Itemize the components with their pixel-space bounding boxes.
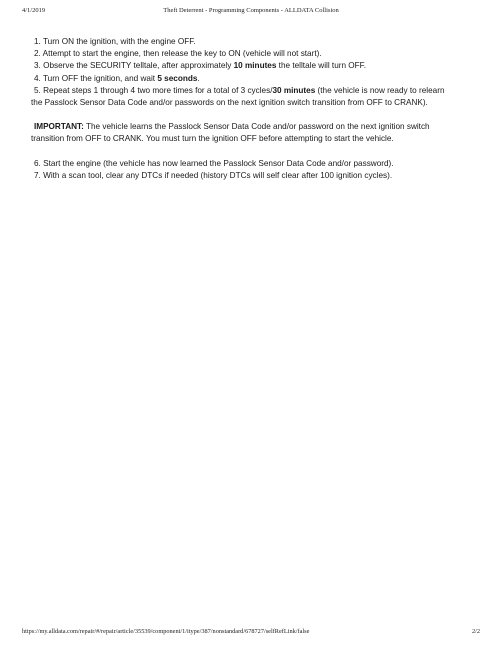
important-note	[31, 121, 471, 133]
spacer	[31, 146, 471, 158]
step-3-emphasis: 10 minutes	[233, 61, 277, 71]
important-label: IMPORTANT:	[34, 122, 84, 132]
print-footer	[22, 628, 480, 640]
print-title: Theft Deterrent - Programming Components - ALLDATA Collision	[163, 7, 339, 14]
step-4-text-end: .	[197, 73, 200, 83]
important-text: The vehicle learns the Passlock Sensor Data Code and/or password on the next ignition switch	[83, 122, 430, 132]
step-3-text-end: the telltale will turn OFF.	[276, 61, 367, 71]
important-note-continuation: transition from OFF to CRANK. You must turn the ignition OFF before attempting to start the vehicle.	[31, 134, 394, 144]
step-1: 1. Turn ON the ignition, with the engine OFF.	[34, 37, 196, 46]
print-date: 4/1/2019	[22, 7, 46, 14]
step-6: 6. Start the engine (the vehicle has now learned the Passlock Sensor Data Code and/or password).	[34, 158, 394, 168]
step-7: 7. With a scan tool, clear any DTCs if needed (history DTCs will self clear after 100 ignition cycles).	[34, 170, 393, 180]
step-3	[31, 60, 471, 72]
step-5-text: 5. Repeat steps 1 through 4 two more times for a total of 3 cycles/	[34, 85, 273, 95]
print-url: https://my.alldata.com/repair/#/repair/article/35539/component/1/itype/387/nonstandard/678727/selfRefLink/false	[22, 628, 310, 635]
step-2: 2. Attempt to start the engine, then release the key to ON (vehicle will not start).	[34, 49, 322, 59]
step-5-continuation: the Passlock Sensor Data Code and/or passwords on the next ignition switch transition from OFF to CRANK).	[31, 98, 428, 108]
step-4	[31, 73, 471, 85]
print-header	[22, 7, 480, 19]
article-body	[31, 36, 471, 182]
step-5-text-end: (the vehicle is now ready to relearn	[315, 85, 445, 95]
step-3-text: 3. Observe the SECURITY telltale, after approximately	[34, 61, 234, 71]
page-number: 2/2	[471, 628, 480, 635]
step-4-emphasis: 5 seconds	[157, 73, 198, 83]
spacer	[31, 109, 471, 121]
step-5-emphasis: 30 minutes	[272, 85, 316, 95]
step-5	[31, 85, 471, 97]
step-4-text: 4. Turn OFF the ignition, and wait	[34, 73, 158, 83]
